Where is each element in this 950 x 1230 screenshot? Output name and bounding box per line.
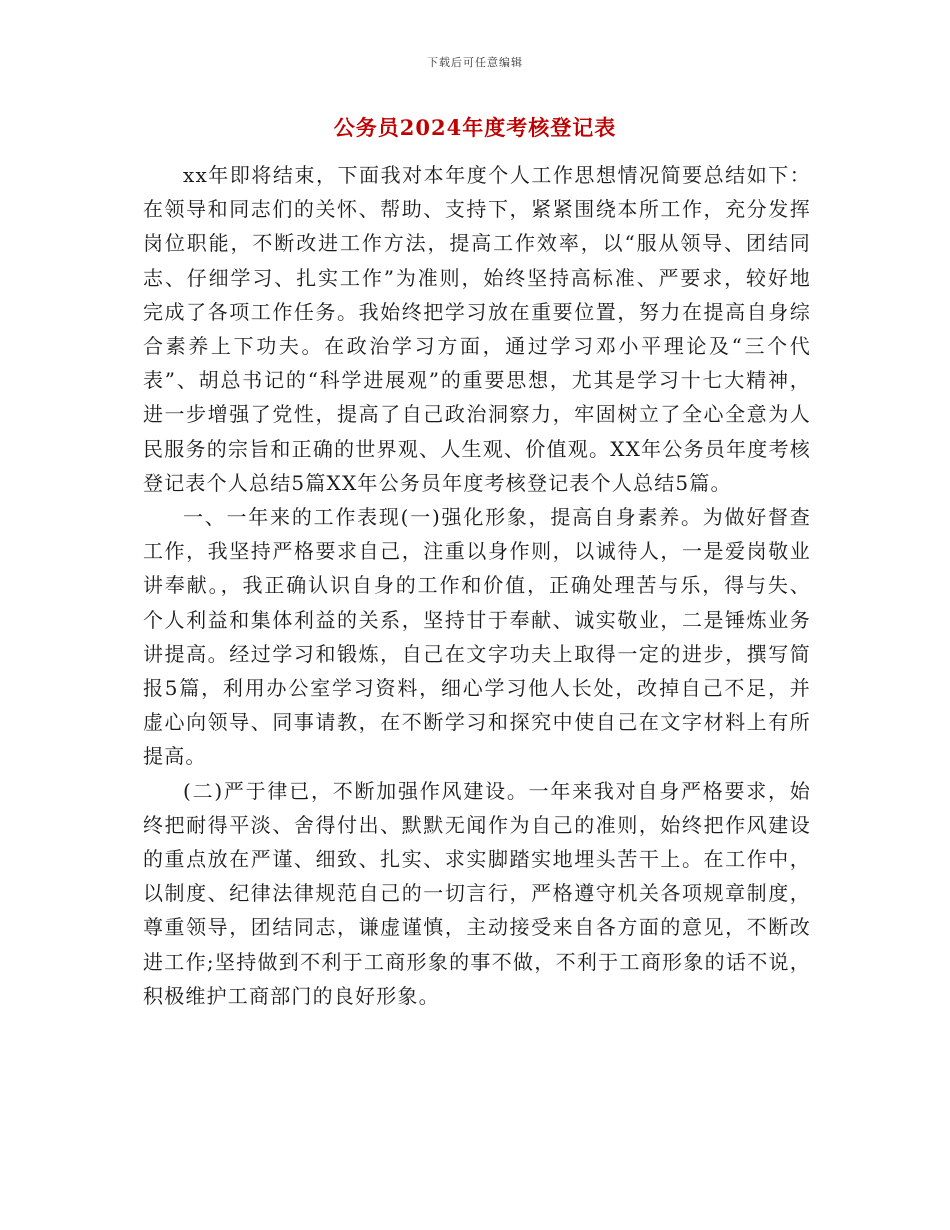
- document-title: 公务员2024年度考核登记表: [333, 115, 617, 140]
- document-body: [143, 158, 811, 1013]
- paragraph-self-discipline: (二)严于律已，不断加强作风建设。一年来我对自身严格要求，始终把耐得平淡、舍得付出、默默无闻作为自己的准则，始终把作风建设的重点放在严谨、细致、扎实、求实脚踏实地埋头苦干上。在工作中，以制度、纪律法律规范自己的一切言行，严格遵守机关各项规章制度，尊重领导，团结同志，谦虚谨慎，主动接受来自各方面的意见，不断改进工作;坚持做到不利于工商形象的事不做，不利于工商形象的话不说，积极维护工商部门的良好形象。: [143, 778, 811, 1008]
- paragraph-intro: xx年即将结束，下面我对本年度个人工作思想情况简要总结如下：在领导和同志们的关怀、帮助、支持下，紧紧围绕本所工作，充分发挥岗位职能，不断改进工作方法，提高工作效率，以“服从领导、团结同志、仔细学习、扎实工作”为准则，始终坚持高标准、严要求，较好地完成了各项工作任务。我始终把学习放在重要位置，努力在提高自身综合素养上下功夫。在政治学习方面，通过学习邓小平理论及“三个代表”、胡总书记的“科学进展观”的重要思想，尤其是学习十七大精神，进一步增强了党性，提高了自己政治洞察力，牢固树立了全心全意为人民服务的宗旨和正确的世界观、人生观、价值观。XX年公务员年度考核登记表个人总结5篇XX年公务员年度考核登记表个人总结5篇。: [143, 163, 811, 495]
- paragraph-work-performance: 一、一年来的工作表现(一)强化形象，提高自身素养。为做好督查工作，我坚持严格要求自己，注重以身作则，以诚待人，一是爱岗敬业讲奉献。，我正确认识自身的工作和价值，正确处理苦与乐，得与失、个人利益和集体利益的关系，坚持甘于奉献、诚实敬业，二是锤炼业务讲提高。经过学习和锻炼，自己在文字功夫上取得一定的进步，撰写简报5篇，利用办公室学习资料，细心学习他人长处，改掉自己不足，并虚心向领导、同事请教，在不断学习和探究中使自己在文字材料上有所提高。: [143, 505, 811, 769]
- header-note: 下载后可任意编辑: [427, 56, 523, 69]
